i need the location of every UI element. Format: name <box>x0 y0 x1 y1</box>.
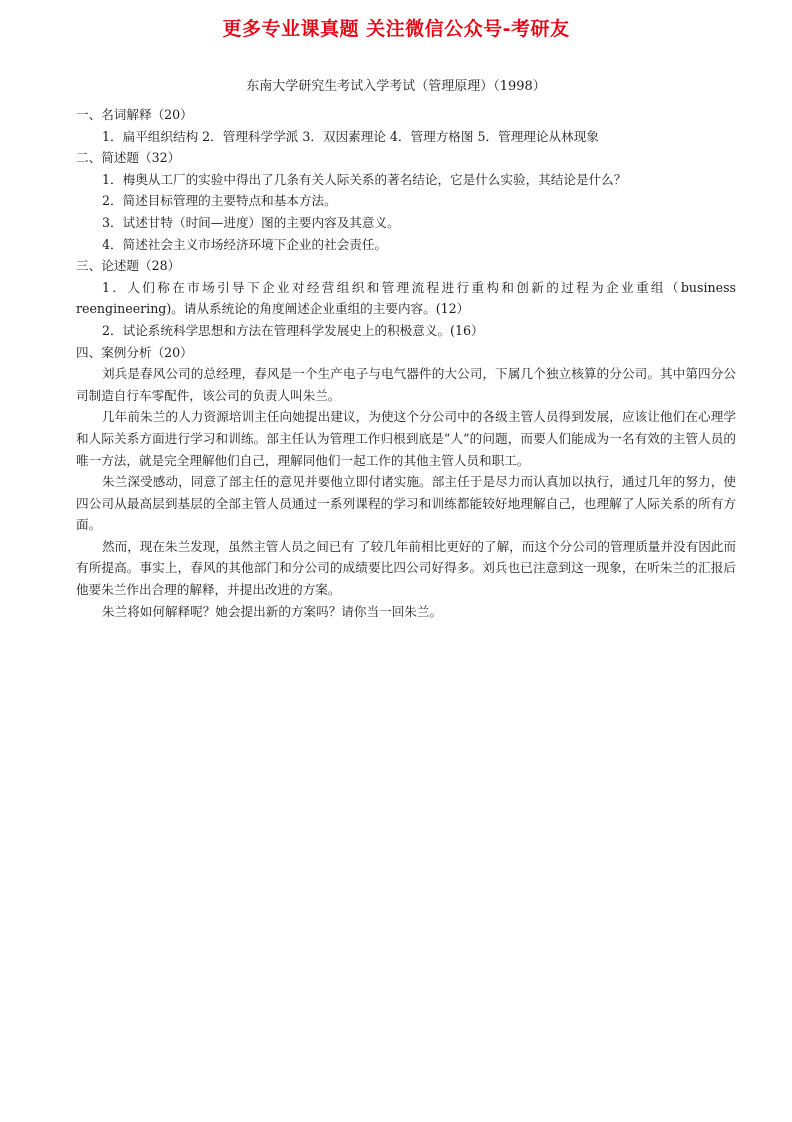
list-item: 2．简述目标管理的主要特点和基本方法。 <box>102 193 337 209</box>
list-item: 1．梅奥从工厂的实验中得出了几条有关人际关系的著名结论，它是什么实验，其结论是什么？ <box>102 171 627 187</box>
list-item: 4．简述社会主义市场经济环境下企业的社会责任。 <box>102 236 388 252</box>
list-item: 1．扁平组织结构 2．管理科学学派 3．双因素理论 4．管理方格图 5．管理理论从林现象 <box>102 128 599 144</box>
case-paragraph: 几年前朱兰的人力资源培训主任向她提出建议，为使这个分公司中的各级主管人员得到发展，应该让他们在心理学和人际关系方面进行学习和训练。部主任认为管理工作归根到底是“人”的问题，而要人们能成为一名有效的主管人员的唯一方法，就是完全理解他们自己，理解同他们一起工作的其他主管人员和职工。 <box>76 409 736 468</box>
section-heading-terms: 一、名词解释（20） <box>76 107 193 122</box>
case-paragraph: 然而，现在朱兰发现，虽然主管人员之间已有 了较几年前相比更好的了解，而这个分公司的管理质量并没有因此而有所提高。事实上，春风的其他部门和分公司的成绩要比四公司好得多。刘兵也已注意到这一现象，在听朱兰的汇报后他要朱兰作出合理的解释，并提出改进的方案。 <box>76 538 736 598</box>
section-heading-essay: 三、论述题（28） <box>76 258 181 274</box>
case-paragraph: 朱兰深受感动，同意了部主任的意见并要他立即付诸实施。部主任于是尽力而认真加以执行，通过几年的努力，使四公司从最高层到基层的全部主管人员通过一系列课程的学习和训练都能较好地理解自己，也理解了人际关系的所有方面。 <box>76 474 736 533</box>
list-item: 1．人们称在市场引导下企业对经营组织和管理流程进行重构和创新的过程为企业重组（business reengineering)。请从系统论的角度阐述企业重组的主要内容。(12） <box>76 279 736 317</box>
section-heading-short-answer: 二、简述题（32） <box>76 150 181 166</box>
document-title: 东南大学研究生考试入学考试（管理原理）（1998） <box>246 79 546 94</box>
case-paragraph: 朱兰将如何解释呢？她会提出新的方案吗？请你当一回朱兰。 <box>102 603 443 619</box>
exam-content <box>76 104 736 622</box>
list-item: 3．试述甘特（时间—进度）图的主要内容及其意义。 <box>102 214 400 230</box>
list-item: 2．试论系统科学思想和方法在管理科学发展史上的积极意义。(16） <box>102 322 484 338</box>
promo-banner: 更多专业课真题 关注微信公众号-考研友 <box>222 18 570 40</box>
section-heading-case: 四、案例分析（20） <box>76 344 193 360</box>
case-paragraph: 刘兵是春风公司的总经理，春风是一个生产电子与电气器件的大公司，下属几个独立核算的分公司。其中第四分公司制造自行车零配件，该公司的负责人叫朱兰。 <box>76 366 736 403</box>
